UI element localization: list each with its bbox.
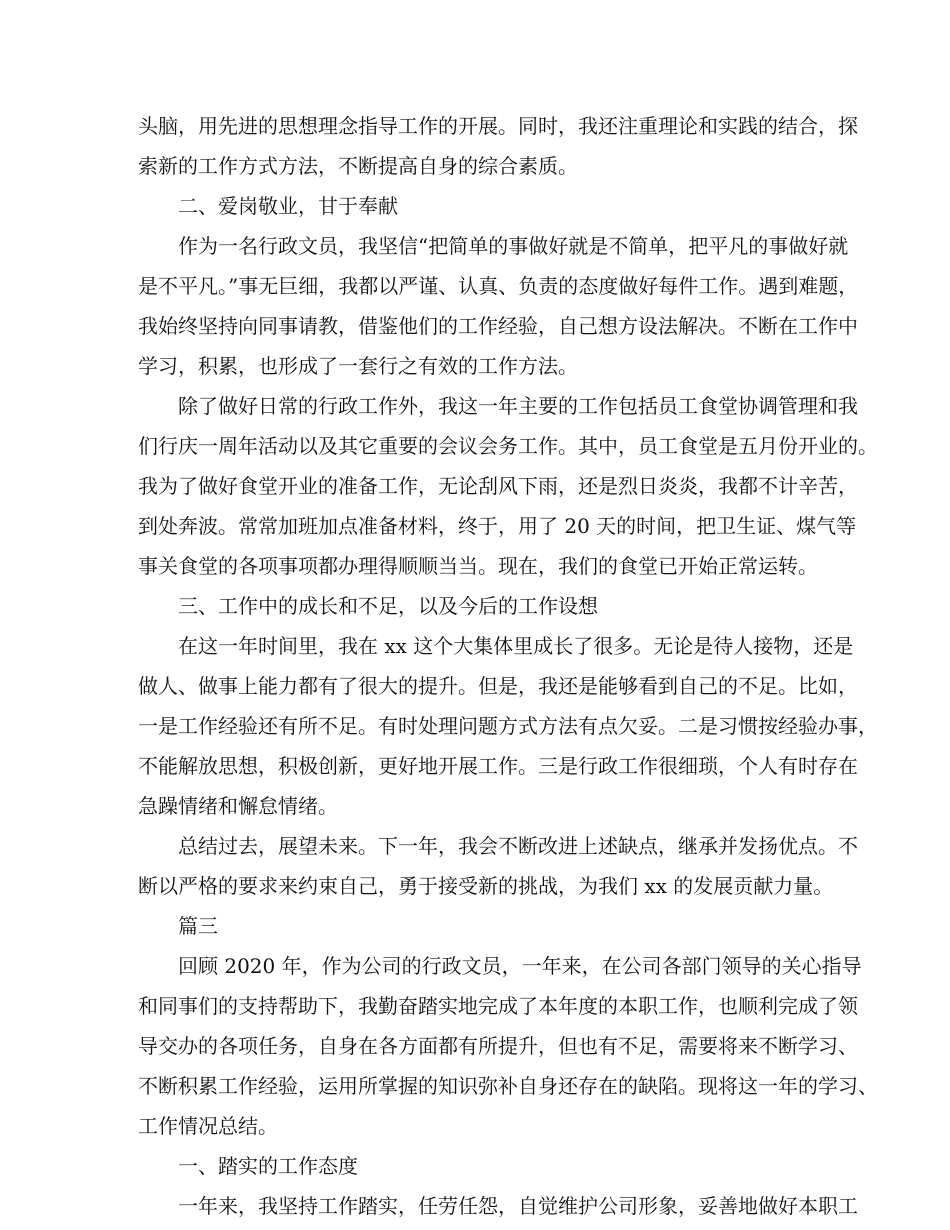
body-text-line: 急躁情绪和懈怠情绪。 (138, 794, 338, 818)
body-text-line: 头脑，用先进的思想理念指导工作的开展。同时，我还注重理论和实践的结合，探 (138, 114, 858, 138)
body-text-line: 是不平凡。”事无巨细，我都以严谨、认真、负责的态度做好每件工作。遇到难题， (138, 274, 859, 298)
body-text-line: 到处奔波。常常加班加点准备材料，终于，用了 20 天的时间，把卫生证、煤气等 (138, 514, 857, 538)
body-text-line: 事关食堂的各项事项都办理得顺顺当当。现在，我们的食堂已开始正常运转。 (138, 554, 818, 578)
body-text-line: 不断积累工作经验，运用所掌握的知识弥补自身还存在的缺陷。现将这一年的学习、 (138, 1074, 878, 1098)
body-text-line: 我为了做好食堂开业的准备工作，无论刮风下雨，还是烈日炎炎，我都不计辛苦， (138, 474, 858, 498)
body-text-line: 我始终坚持向同事请教，借鉴他们的工作经验，自己想方设法解决。不断在工作中 (138, 314, 858, 338)
body-text-line: 断以严格的要求来约束自己，勇于接受新的挑战，为我们 xx 的发展贡献力量。 (138, 874, 834, 898)
body-text-line: 不能解放思想，积极创新，更好地开展工作。三是行政工作很细琐，个人有时存在 (138, 754, 858, 778)
body-text-line: 总结过去，展望未来。下一年，我会不断改进上述缺点，继承并发扬优点。不 (178, 834, 858, 858)
body-text-line: 索新的工作方式方法，不断提高自身的综合素质。 (138, 154, 578, 178)
article-heading: 篇三 (178, 914, 218, 938)
body-text-line: 们行庆一周年活动以及其它重要的会议会务工作。其中，员工食堂是五月份开业的。 (138, 434, 878, 458)
body-text-line: 和同事们的支持帮助下，我勤奋踏实地完成了本年度的本职工作，也顺利完成了领 (138, 994, 858, 1018)
section-heading: 三、工作中的成长和不足，以及今后的工作设想 (178, 594, 598, 618)
body-text-line: 导交办的各项任务，自身在各方面都有所提升，但也有不足，需要将来不断学习、 (138, 1034, 858, 1058)
body-text-line: 做人、做事上能力都有了很大的提升。但是，我还是能够看到自己的不足。比如， (138, 674, 858, 698)
body-text-line: 学习，积累，也形成了一套行之有效的工作方法。 (138, 354, 578, 378)
body-text-line: 除了做好日常的行政工作外，我这一年主要的工作包括员工食堂协调管理和我 (178, 394, 858, 418)
body-text-line: 工作情况总结。 (138, 1114, 278, 1138)
body-text-line: 作为一名行政文员，我坚信“把简单的事做好就是不简单，把平凡的事做好就 (178, 234, 849, 258)
body-text-line: 在这一年时间里，我在 xx 这个大集体里成长了很多。无论是待人接物，还是 (178, 634, 854, 658)
body-text-line: 一是工作经验还有所不足。有时处理问题方式方法有点欠妥。二是习惯按经验办事， (138, 714, 878, 738)
body-text-line: 回顾 2020 年，作为公司的行政文员，一年来，在公司各部门领导的关心指导 (178, 954, 862, 978)
body-text-line: 一年来，我坚持工作踏实，任劳任怨，自觉维护公司形象，妥善地做好本职工 (178, 1194, 858, 1218)
section-heading: 一、踏实的工作态度 (178, 1154, 358, 1178)
section-heading: 二、爱岗敬业，甘于奉献 (178, 194, 398, 218)
